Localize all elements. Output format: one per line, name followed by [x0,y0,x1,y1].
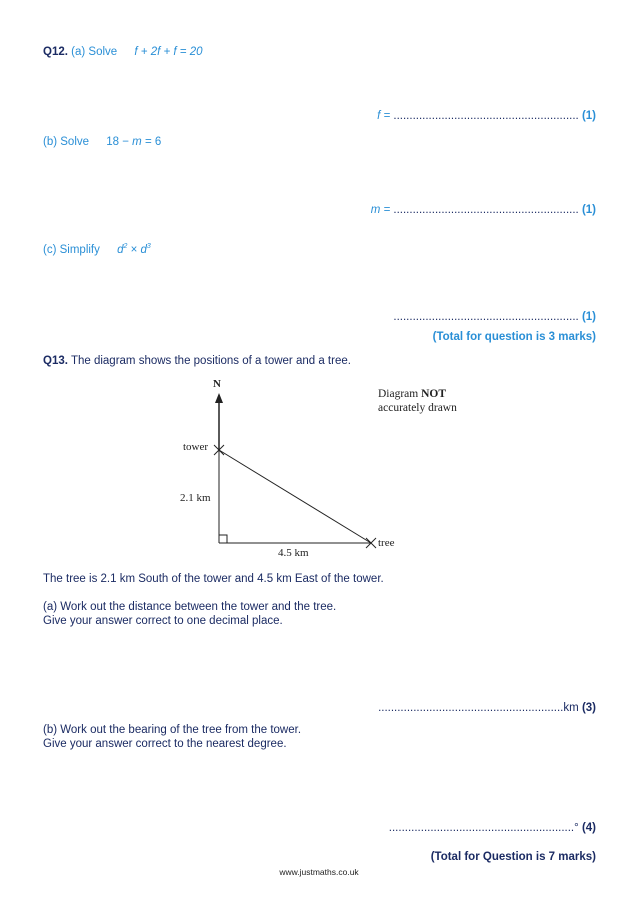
q13-a-answer-line [378,702,596,714]
horizontal-length-label: 4.5 km [278,547,309,559]
tower-cross-b [214,445,224,455]
q12-b-expression: 18 − m = 6 [106,136,162,148]
q13-intro: The diagram shows the positions of a tower and a tree. [70,355,351,367]
q12-b-answer-line [371,204,596,216]
q12-a-mark: (1) [581,110,596,122]
q12-c-line [43,243,151,256]
tree-cross-b [366,538,376,548]
q12-c-mark: (1) [581,311,596,323]
footer-url: www.justmaths.co.uk [279,867,359,877]
q13-a-unit: km [563,702,579,714]
q12-b-answer-dots[interactable]: .......................................................... [393,204,579,216]
q12-a-expression: f + 2f + f = 20 [134,46,203,58]
q12-c-prefix: (c) [43,244,57,256]
q12-a-answer-var: f = [377,110,391,122]
q13-a-mark: (3) [581,702,596,714]
q13-fact: The tree is 2.1 km South of the tower and 4.5 km East of the tower. [43,573,384,585]
q12-b-prefix: (b) [43,136,58,148]
q12-a-line [43,46,202,58]
q13-b-answer-line [389,822,596,834]
q12-a-verb: Solve [88,46,118,58]
q13-intro-line [43,355,351,367]
hypotenuse [219,450,371,543]
q13-a-instructions: (a) Work out the distance between the tower and the tree. Give your answer correct to one decimal place. [43,601,337,627]
tower-cross-a [214,445,224,455]
q13-label: Q13. [43,355,68,367]
q12-c-answer-line [393,311,596,323]
diagram-note: Diagram NOT accurately drawn [378,388,457,414]
q12-a-answer-dots[interactable]: .......................................................... [393,110,579,122]
q13-total: (Total for Question is 7 marks) [430,851,596,863]
q12-c-verb: Simplify [59,244,100,256]
q12-b-mark: (1) [581,204,596,216]
q12-b-answer-var: m = [370,204,391,216]
q12-c-answer-dots[interactable]: .......................................................... [393,311,579,323]
q12-label: Q12. [43,46,68,58]
north-arrow-head [215,393,223,403]
q13-b-unit: ° [574,822,579,834]
q12-c-expression: $d^2 \times d^3$ [117,243,151,256]
q12-a-answer-line [377,110,596,122]
q13-a-answer-dots[interactable]: .......................................................... [378,702,564,714]
q12-a-prefix: (a) [71,46,86,58]
q13-b-answer-dots[interactable]: .......................................................... [388,822,575,834]
tree-cross-a [366,538,376,548]
q12-b-line [43,136,161,148]
tower-label: tower [183,441,209,453]
tree-label: tree [378,537,395,549]
vertical-length-label: 2.1 km [180,492,211,504]
q13-b-instructions: (b) Work out the bearing of the tree from the tower. Give your answer correct to the nearest degree. [43,724,302,750]
north-label: N [213,378,221,390]
q12-b-verb: Solve [60,136,90,148]
q12-total: (Total for question is 3 marks) [432,331,596,343]
q13-b-mark: (4) [581,822,596,834]
right-angle-marker [219,535,227,543]
